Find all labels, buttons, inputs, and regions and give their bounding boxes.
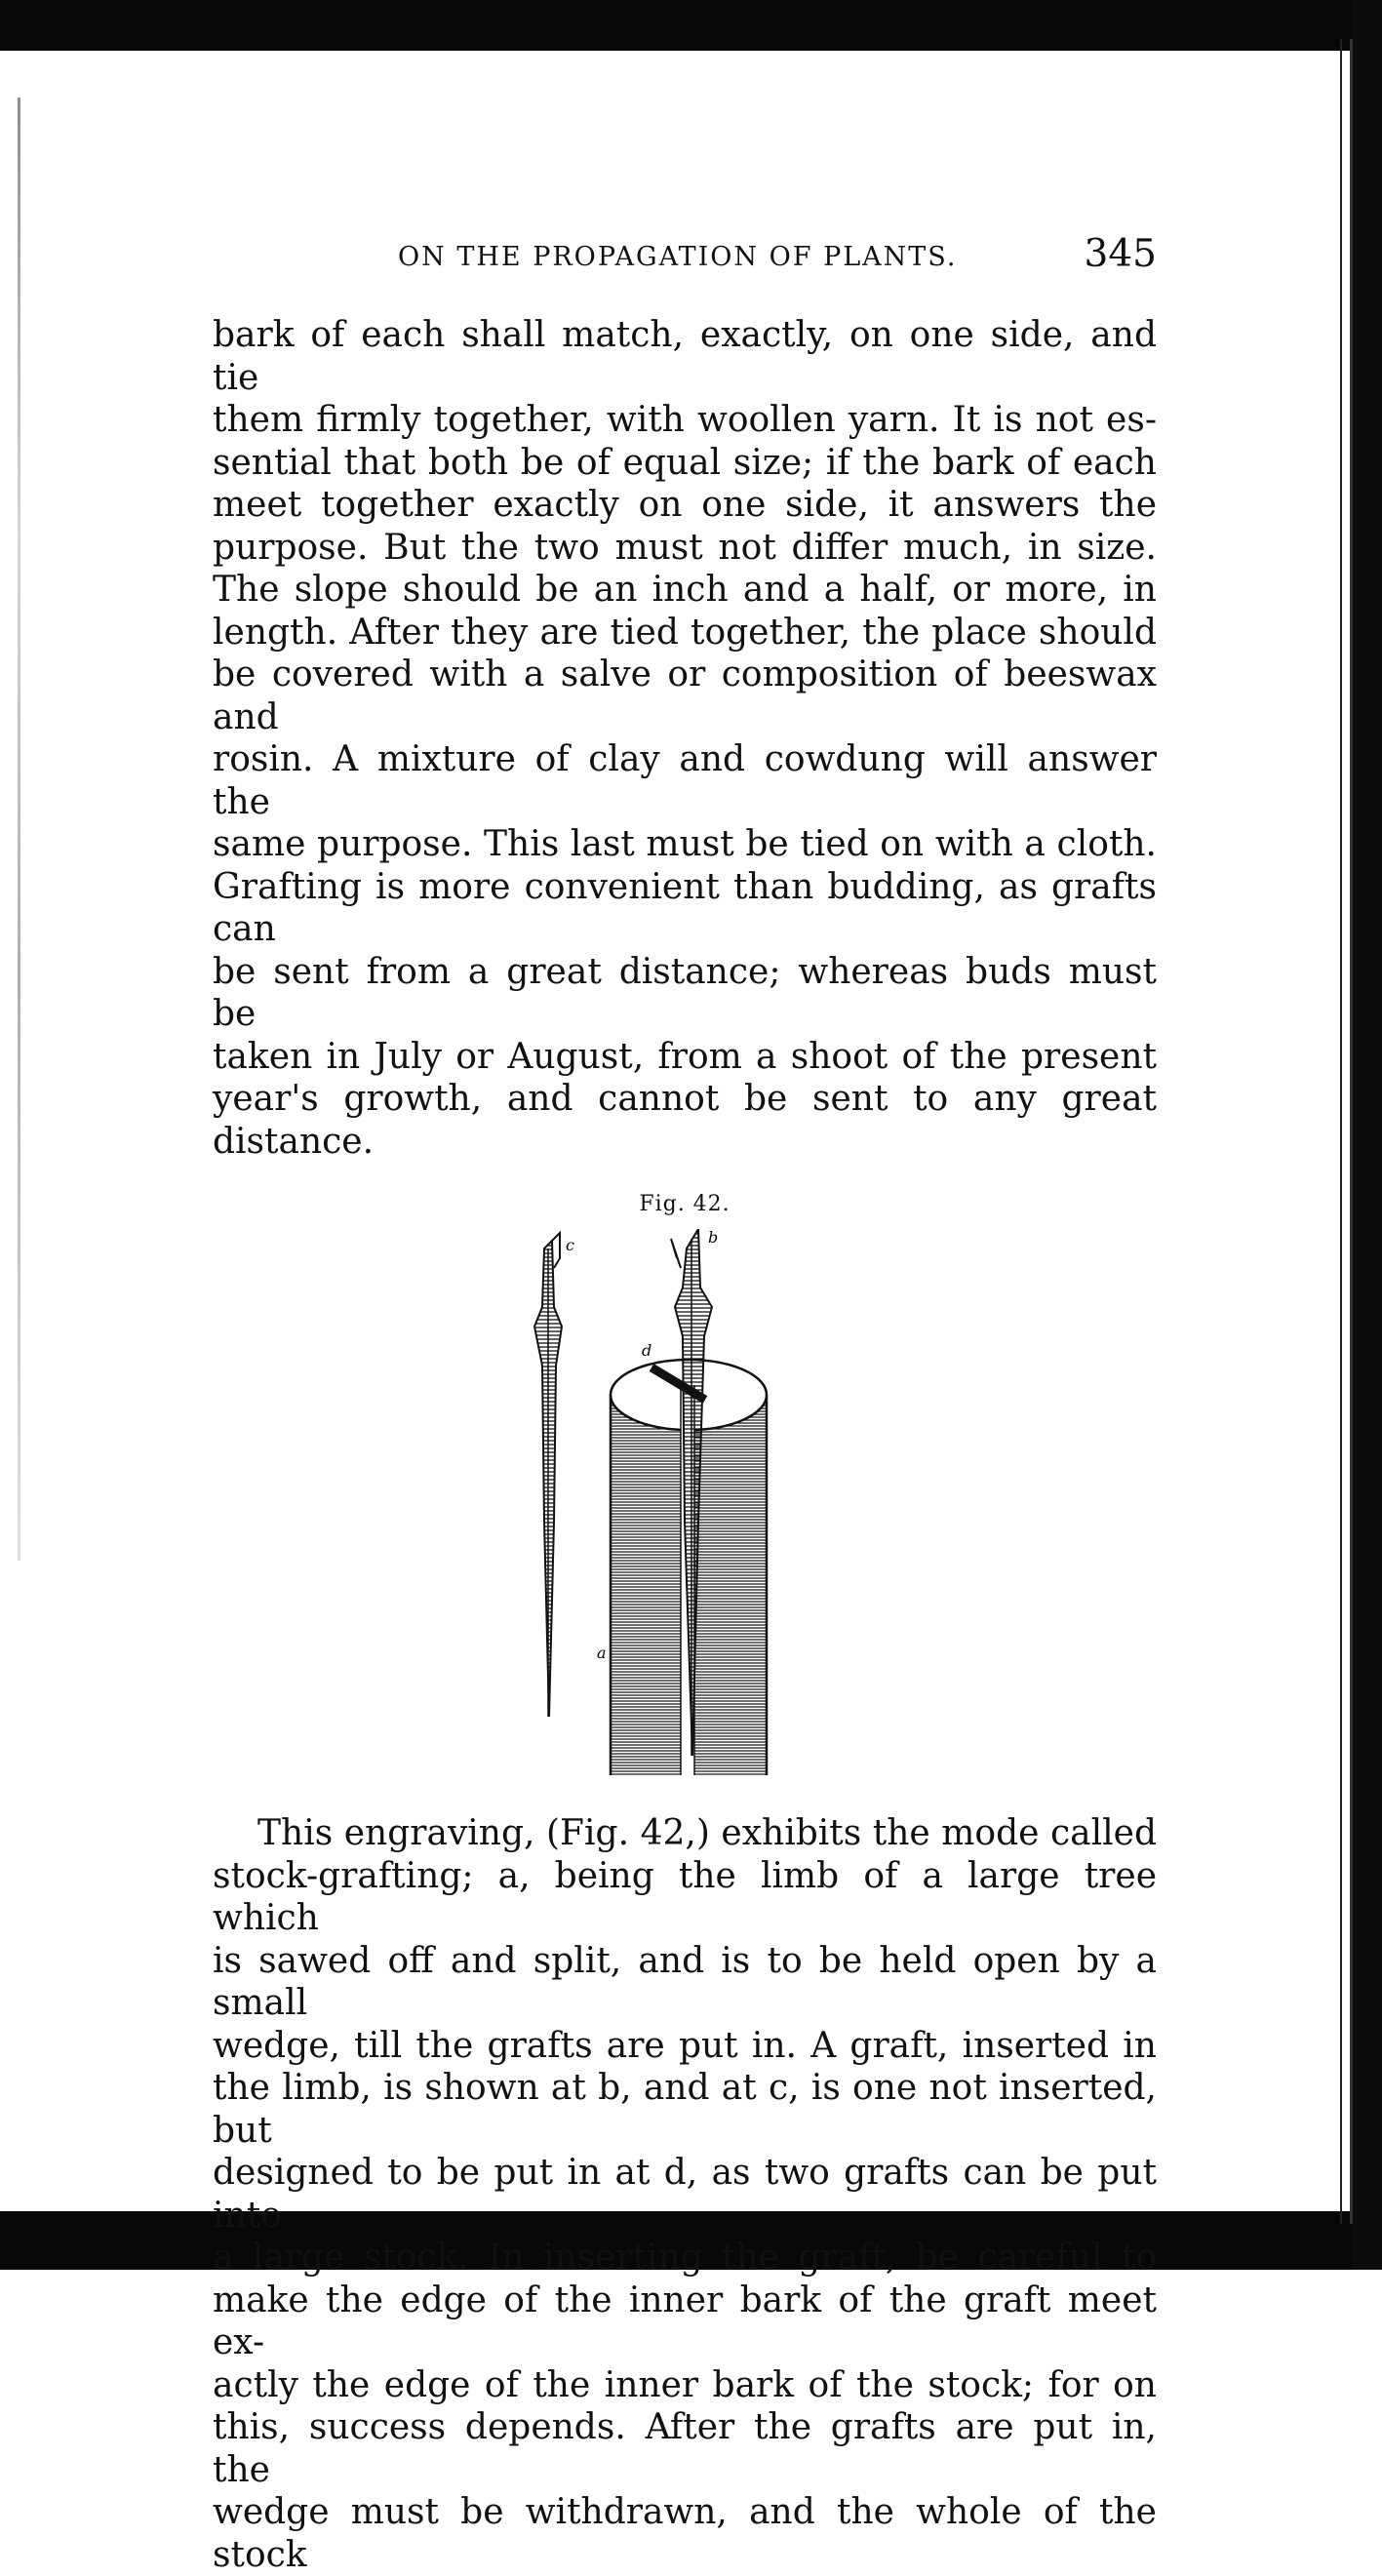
text-line: purpose. But the two must not differ much, in size. (213, 527, 1157, 568)
figure-caption: Fig. 42. (639, 1192, 730, 1216)
text-line: be covered with a salve or composition of beeswax and (213, 654, 1157, 737)
text-line: wedge must be withdrawn, and the whole of the stock (213, 2492, 1157, 2575)
running-head (213, 230, 1157, 289)
text-line: wedge, till the grafts are put in. A graft, inserted in (213, 2025, 1157, 2066)
figure-42 (213, 1180, 1157, 1804)
text-line: The slope should be an inch and a half, or more, in (213, 570, 1157, 610)
label-a: a (597, 1644, 607, 1662)
text-line: taken in July or August, from a shoot of the present (213, 1036, 1157, 1077)
text-line: be sent from a great distance; whereas buds must be (213, 951, 1157, 1034)
text-line: designed to be put in at d, as two grafts can be put into (213, 2153, 1157, 2236)
page-number: 345 (1084, 232, 1157, 276)
text-line: them firmly together, with woollen yarn. It is not es- (213, 400, 1157, 440)
text-line: the limb, is shown at b, and at c, is one not inserted, but (213, 2068, 1157, 2151)
scan-border-left (18, 98, 20, 1561)
label-d: d (642, 1341, 652, 1360)
scan-border-right (1353, 0, 1382, 2270)
text-line: rosin. A mixture of clay and cowdung will answer the (213, 739, 1157, 822)
text-line: is sawed off and split, and is to be held open by a small (213, 1940, 1157, 2023)
paragraph-2 (213, 1812, 1157, 2576)
text-line: sential that both be of equal size; if the bark of each (213, 442, 1157, 483)
text-line: make the edge of the inner bark of the graft meet ex- (213, 2279, 1157, 2362)
text-line: This engraving, (Fig. 42,) exhibits the mode called (257, 1813, 1157, 1853)
label-b: b (708, 1229, 719, 1247)
text-line: meet together exactly on one side, it answers the (213, 485, 1157, 525)
label-c: c (566, 1236, 574, 1254)
text-line: same purpose. This last must be tied on with a cloth. (213, 824, 1157, 864)
text-line: a large stock. In inserting the graft, be careful to (213, 2238, 1157, 2278)
text-line: Grafting is more convenient than budding, as grafts can (213, 866, 1157, 949)
text-line: stock-grafting; a, being the limb of a large tree which (213, 1855, 1157, 1938)
text-line: length. After they are tied together, the place should (213, 612, 1157, 653)
text-line: year's growth, and cannot be sent to any great distance. (213, 1079, 1157, 1162)
scan-border-top (0, 0, 1382, 51)
paragraph-1 (213, 314, 1157, 1163)
stock-grafting-engraving (505, 1229, 817, 1795)
text-line: actly the edge of the inner bark of the stock; for on (213, 2364, 1157, 2405)
page-edge-right (1340, 39, 1353, 2224)
book-page (213, 230, 1157, 2576)
running-title: ON THE PROPAGATION OF PLANTS. (398, 242, 958, 272)
text-line: bark of each shall match, exactly, on one side, and tie (213, 315, 1157, 398)
graft-c (534, 1233, 562, 1717)
text-line: this, success depends. After the grafts are put in, the (213, 2407, 1157, 2490)
